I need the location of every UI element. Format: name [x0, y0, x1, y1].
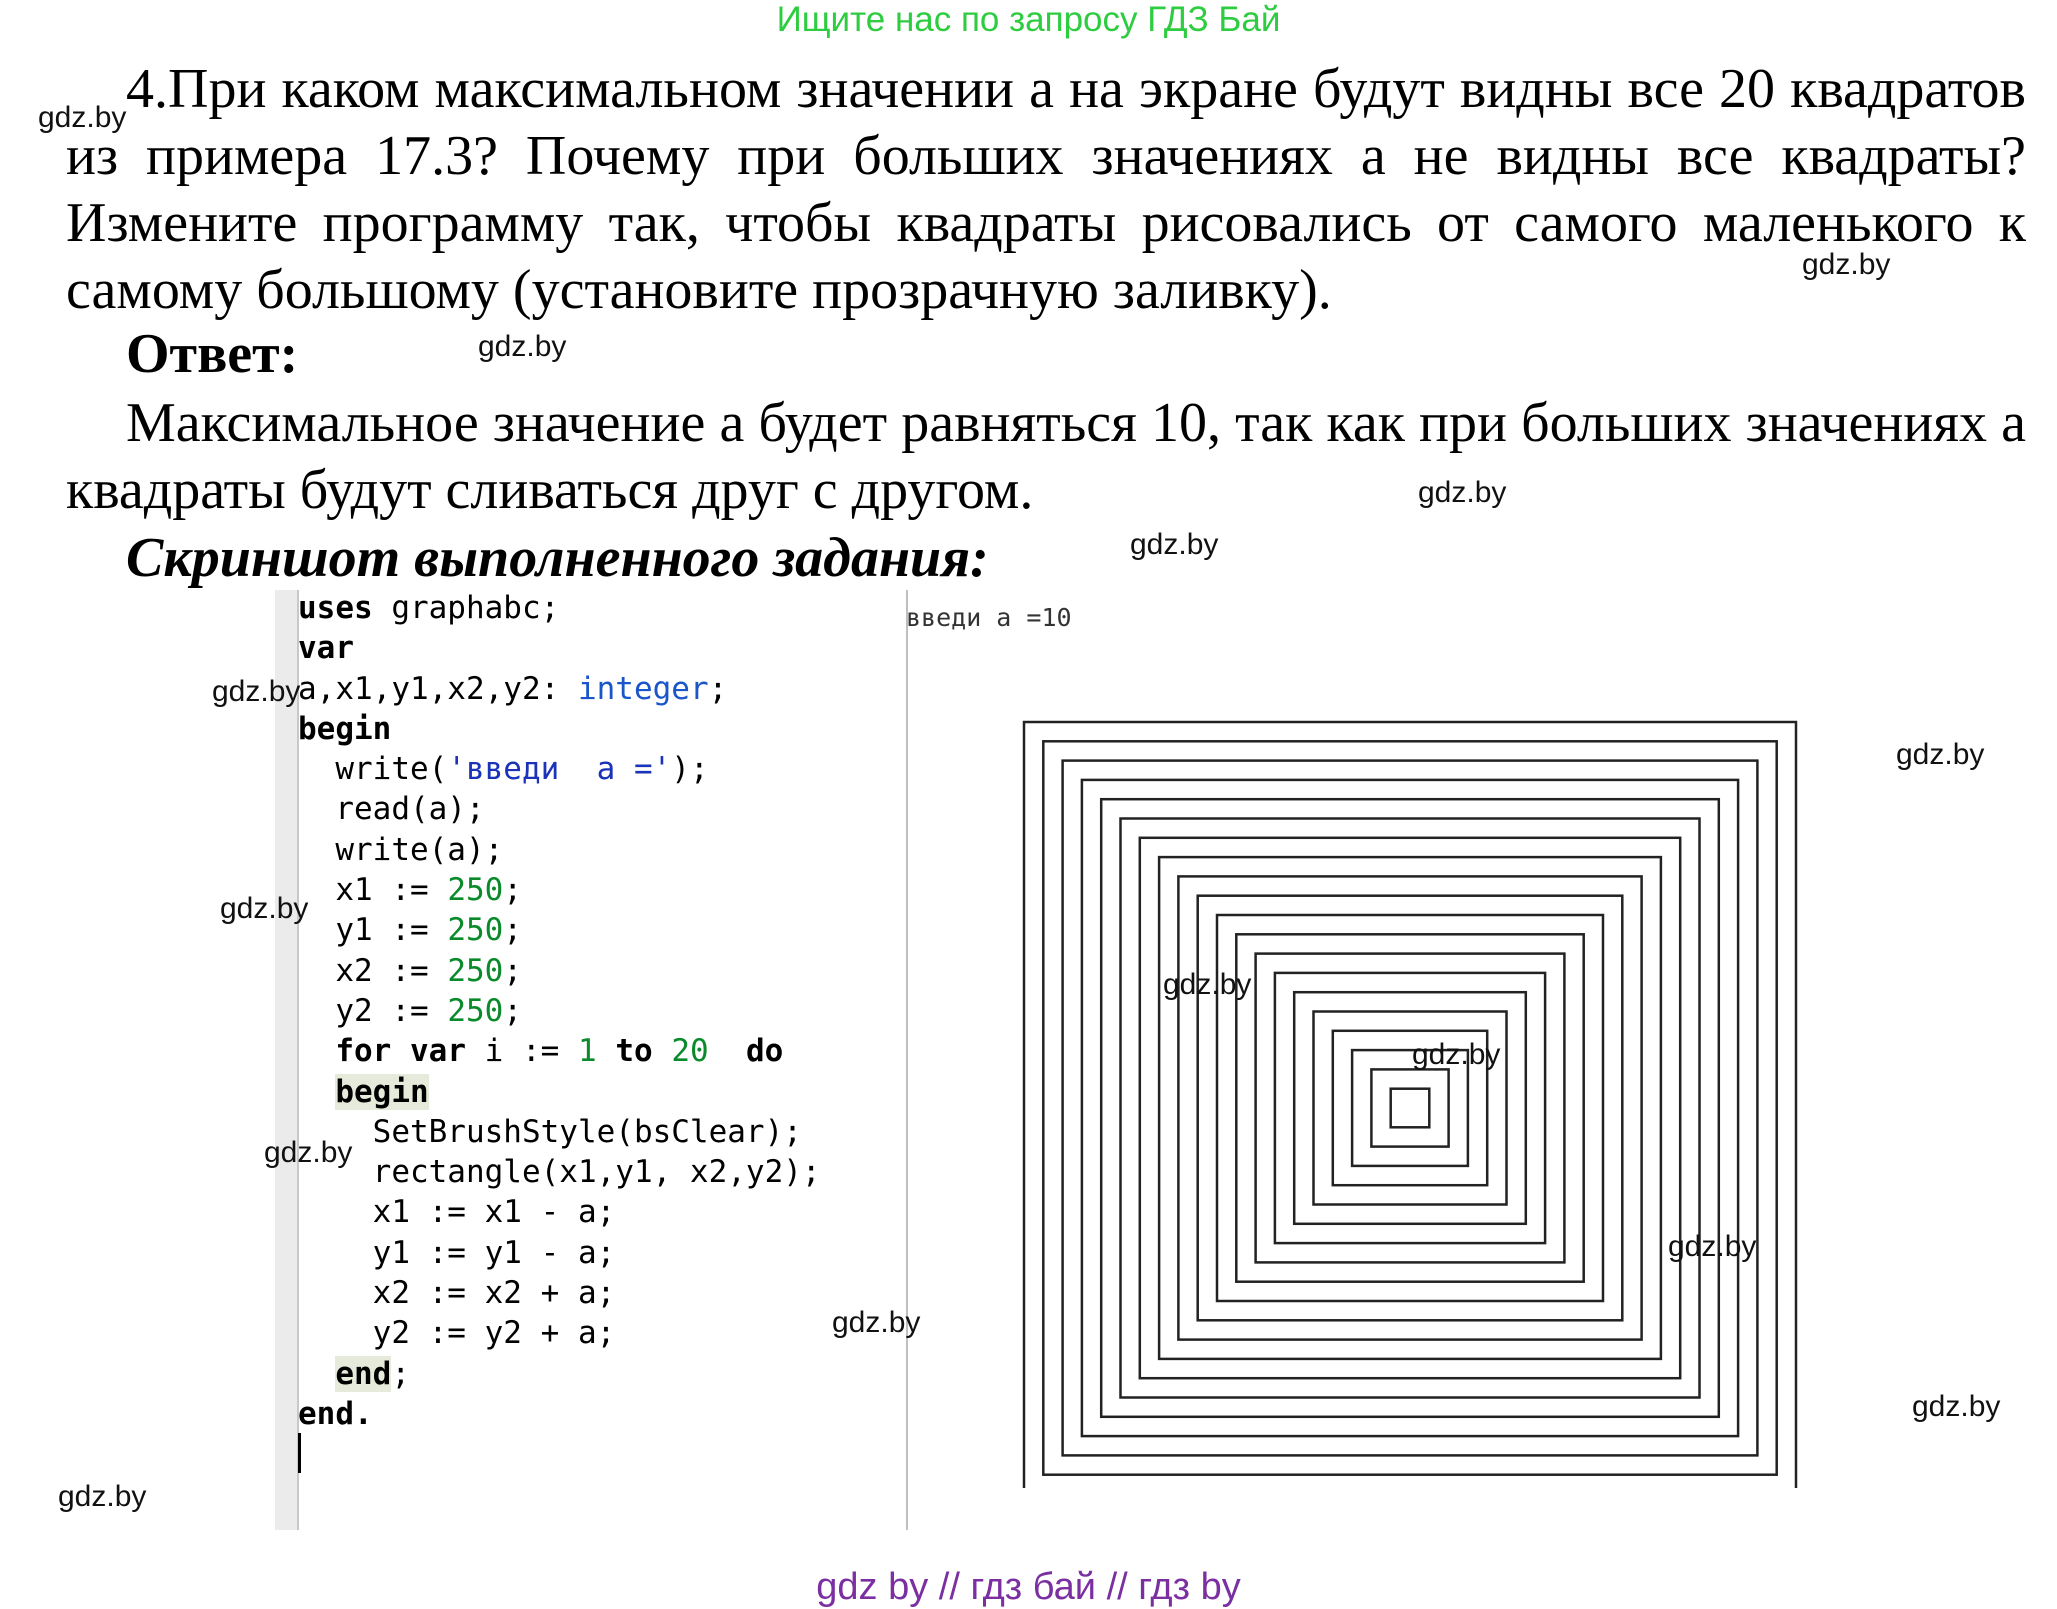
code-line: for var i := 1 to 20 do	[335, 1033, 784, 1070]
code-line: x2 := x2 + a;	[298, 1275, 616, 1312]
question-text	[66, 56, 2026, 324]
square-18	[1063, 761, 1758, 1456]
watermark: gdz.by	[1896, 738, 1985, 771]
code-line: end.	[298, 1395, 373, 1432]
code-line: y2 := y2 + a;	[298, 1315, 616, 1352]
square-15	[1121, 819, 1700, 1398]
code-line: uses graphabc;	[298, 590, 560, 626]
square-19	[1043, 741, 1776, 1474]
square-9	[1236, 934, 1583, 1281]
code-line: x1 := x1 - a;	[298, 1194, 616, 1231]
square-17	[1082, 780, 1738, 1436]
code-line: begin	[298, 710, 392, 747]
square-12	[1178, 876, 1641, 1339]
watermark: gdz.by	[1668, 1230, 1757, 1263]
watermark: gdz.by	[58, 1480, 147, 1513]
square-14	[1140, 838, 1680, 1378]
watermark: gdz.by	[1412, 1038, 1501, 1071]
code-line: y1 := 250;	[298, 912, 522, 949]
square-7	[1275, 973, 1545, 1243]
watermark: gdz.by	[220, 892, 309, 925]
text-cursor	[298, 1433, 301, 1473]
watermark: gdz.by	[1163, 968, 1252, 1001]
square-8	[1256, 954, 1565, 1263]
answer-body: Максимальное значение a будет равняться 10, так как при больших значениях a квадраты будут сливаться друг с другом.	[66, 392, 2026, 521]
footer-links: gdz by // гдз бай // гдз by	[816, 1566, 1241, 1608]
answer-text	[66, 390, 2026, 524]
squares-drawing	[1020, 718, 1800, 1488]
square-13	[1159, 857, 1661, 1359]
question-body: При каком максимальном значении a на экране будут видны все 20 квадратов из примера 17.3? Почему при больших значениях a не видны все квадраты? Измените программу так, чтобы квадраты рисовались от самого маленького к самому большому (установите прозрачную заливку).	[66, 58, 2026, 321]
editor-gutter	[275, 590, 297, 1530]
square-6	[1294, 992, 1526, 1224]
watermark: gdz.by	[264, 1136, 353, 1169]
watermark: gdz.by	[38, 101, 127, 134]
code-line: read(a);	[298, 791, 485, 828]
code-line: var	[298, 630, 354, 667]
code-line: x2 := 250;	[298, 952, 522, 989]
code-line: rectangle(x1,y1, x2,y2);	[298, 1154, 821, 1191]
code-line: x1 := 250;	[298, 872, 522, 909]
watermark: gdz.by	[1912, 1390, 2001, 1423]
code-line: y2 := 250;	[298, 992, 522, 1029]
code-editor[interactable]	[298, 588, 821, 1434]
site-banner: Ищите нас по запросу ГДЗ Бай	[776, 0, 1281, 39]
watermark: gdz.by	[832, 1306, 921, 1339]
code-line: end;	[335, 1355, 410, 1392]
square-1	[1391, 1089, 1430, 1128]
watermark: gdz.by	[1418, 476, 1507, 509]
code-line: begin	[335, 1073, 429, 1110]
question-number: 4.	[126, 58, 168, 120]
square-11	[1198, 896, 1623, 1321]
code-line: write(a);	[298, 831, 504, 868]
watermark: gdz.by	[478, 330, 567, 363]
watermark: gdz.by	[1802, 248, 1891, 281]
code-line: SetBrushStyle(bsClear);	[298, 1113, 802, 1150]
watermark: gdz.by	[212, 675, 301, 708]
code-line: a,x1,y1,x2,y2: integer;	[298, 670, 728, 707]
square-16	[1101, 799, 1719, 1417]
output-prompt: введи a =10	[906, 603, 1072, 632]
code-line: write('введи a =');	[298, 751, 709, 788]
code-line: y1 := y1 - a;	[298, 1234, 616, 1271]
watermark: gdz.by	[1130, 528, 1219, 561]
answer-heading: Ответ:	[126, 323, 299, 385]
square-2	[1371, 1069, 1448, 1146]
editor-output-divider	[906, 590, 908, 1530]
screenshot-heading: Скриншот выполненного задания:	[126, 527, 989, 589]
